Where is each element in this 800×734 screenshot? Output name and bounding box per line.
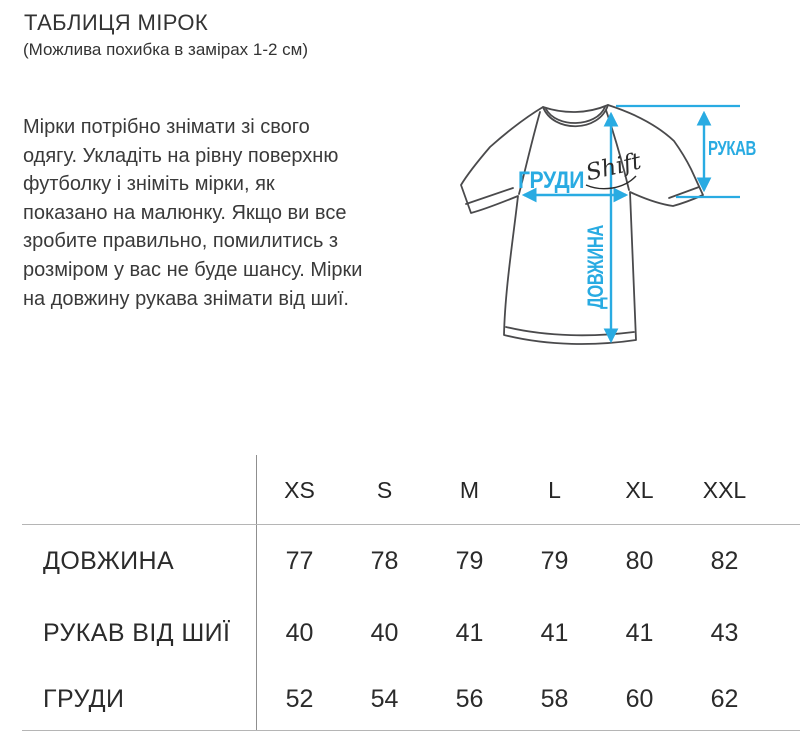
table-cell: 43 xyxy=(710,618,739,647)
table-cell: 58 xyxy=(540,685,569,713)
page-title: ТАБЛИЦЯ МІРОК xyxy=(24,10,209,35)
instructions-line: розміром у вас не буде шансу. Мірки xyxy=(23,258,363,281)
size-table xyxy=(0,455,767,731)
chest-label: ГРУДИ xyxy=(518,167,584,194)
table-corner-cell xyxy=(0,455,257,525)
instructions-line: показано на малюнку. Якщо ви все xyxy=(23,201,347,224)
table-cell: 80 xyxy=(625,547,654,575)
table-cell: 41 xyxy=(540,618,569,647)
col-header-xl: XL xyxy=(625,476,654,503)
instructions-line: футболку і зніміть мірки, як xyxy=(23,173,275,196)
table-cell: 40 xyxy=(285,618,314,647)
instructions-text xyxy=(23,113,433,313)
page-subtitle: (Можлива похибка в замірах 1-2 см) xyxy=(23,40,309,59)
table-cell: 60 xyxy=(625,685,654,713)
table-cell: 62 xyxy=(710,685,739,713)
instructions-line: на довжину рукава знімати від шиї. xyxy=(23,287,349,310)
tshirt-measurement-diagram xyxy=(440,85,800,395)
sleeve-label: РУКАВ xyxy=(708,138,757,160)
row-label-length: ДОВЖИНА xyxy=(43,547,175,575)
col-header-xs: XS xyxy=(284,476,315,503)
col-header-xxl: XXL xyxy=(702,476,747,503)
table-cell: 78 xyxy=(370,547,399,575)
col-header-s: S xyxy=(376,476,393,503)
table-cell: 41 xyxy=(455,618,484,647)
table-cell: 82 xyxy=(710,547,739,575)
table-cell: 40 xyxy=(370,618,399,647)
length-label: ДОВЖИНА xyxy=(582,197,608,309)
table-cell: 52 xyxy=(285,685,314,713)
instructions-line: Мірки потрібно знімати зі свого xyxy=(23,116,310,138)
instructions-line: одягу. Укладіть на рівну поверхню xyxy=(23,144,339,167)
row-label-sleeve-from-neck: РУКАВ ВІД ШИЇ xyxy=(43,618,231,647)
table-cell: 41 xyxy=(625,618,654,647)
instructions-line: зробите правильно, помилитись з xyxy=(23,230,339,253)
table-cell: 79 xyxy=(455,547,484,575)
svg-text:Shift: Shift xyxy=(583,148,644,187)
col-header-m: M xyxy=(459,476,480,503)
table-cell: 56 xyxy=(455,685,484,713)
row-label-chest: ГРУДИ xyxy=(43,685,125,713)
table-cell: 54 xyxy=(370,685,399,713)
table-cell: 77 xyxy=(285,547,314,575)
table-cell: 79 xyxy=(540,547,569,575)
col-header-l: L xyxy=(548,476,561,503)
